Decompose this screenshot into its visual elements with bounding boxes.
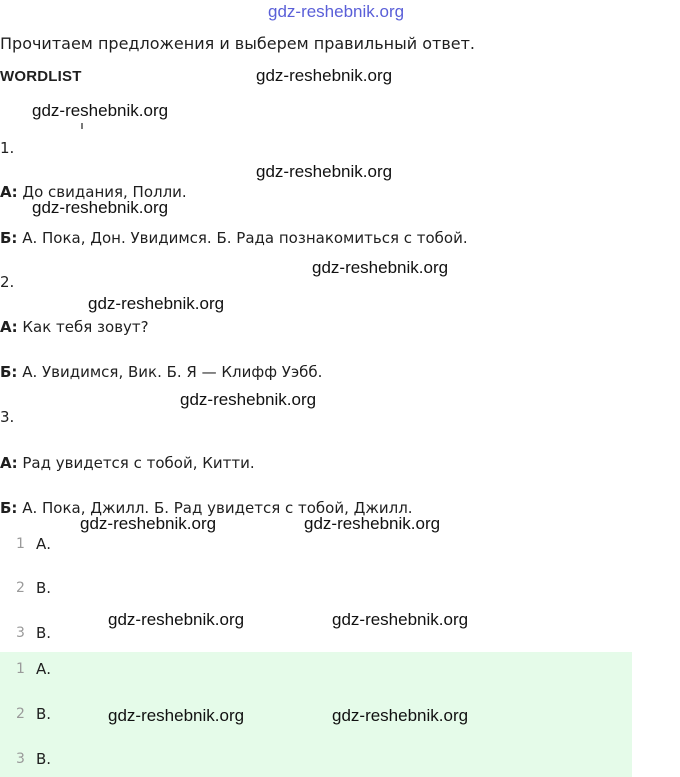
wordlist-heading: WORDLIST	[0, 68, 82, 85]
watermark: gdz-reshebnik.org	[312, 258, 449, 277]
dialogue-text: До свидания, Полли.	[17, 183, 187, 201]
answer-list-highlighted	[0, 652, 632, 777]
dialogue-line-a	[0, 317, 149, 337]
watermark: gdz-reshebnik.org	[256, 162, 393, 181]
speaker-label: Б:	[0, 363, 18, 381]
watermark: gdz-reshebnik.org	[180, 390, 317, 409]
answer-value: В.	[36, 624, 52, 642]
watermark: gdz-reshebnik.org	[80, 514, 217, 533]
speaker-label: А:	[0, 454, 18, 472]
answer-number: 3	[16, 625, 25, 641]
answer-number: 1	[16, 661, 25, 677]
answer-value: А.	[36, 660, 52, 678]
watermark: gdz-reshebnik.org	[256, 66, 393, 85]
dialogue-text: А. Пока, Дон. Увидимся. Б. Рада познакомиться с тобой.	[17, 229, 468, 247]
answer-value: А.	[36, 535, 52, 553]
watermark: gdz-reshebnik.org	[32, 101, 169, 120]
watermark: gdz-reshebnik.org	[304, 514, 441, 533]
speaker-label: Б:	[0, 499, 18, 517]
dialogue-line-b	[0, 362, 322, 382]
watermark: gdz-reshebnik.org	[332, 706, 469, 725]
answer-number: 1	[16, 536, 25, 552]
question-number: 2.	[0, 273, 15, 291]
watermark: gdz-reshebnik.org	[332, 610, 469, 629]
answer-number: 2	[16, 580, 25, 596]
dialogue-text: Как тебя зовут?	[17, 318, 149, 336]
answer-value: В.	[36, 705, 52, 723]
watermark: gdz-reshebnik.org	[88, 294, 225, 313]
speaker-label: Б:	[0, 229, 18, 247]
speaker-label: А:	[0, 318, 18, 336]
question-number: 1.	[0, 139, 15, 157]
watermark: gdz-reshebnik.org	[108, 706, 245, 725]
dialogue-line-b	[0, 228, 468, 248]
answer-number: 3	[16, 751, 25, 767]
decorative-mark	[81, 123, 83, 129]
answer-number: 2	[16, 706, 25, 722]
answer-value: В.	[36, 750, 52, 768]
watermark-top: gdz-reshebnik.org	[268, 2, 405, 21]
question-number: 3.	[0, 408, 15, 426]
watermark: gdz-reshebnik.org	[32, 198, 169, 217]
intro-text: Прочитаем предложения и выберем правильный ответ.	[0, 34, 476, 53]
dialogue-text: А. Увидимся, Вик. Б. Я — Клифф Уэбб.	[17, 363, 323, 381]
dialogue-line-a	[0, 453, 255, 473]
dialogue-text: Рад увидется с тобой, Китти.	[17, 454, 255, 472]
dialogue-text: А. Пока, Джилл. Б. Рад увидется с тобой, Джилл.	[17, 499, 413, 517]
watermark: gdz-reshebnik.org	[108, 610, 245, 629]
answer-value: В.	[36, 579, 52, 597]
speaker-label: А:	[0, 183, 18, 201]
